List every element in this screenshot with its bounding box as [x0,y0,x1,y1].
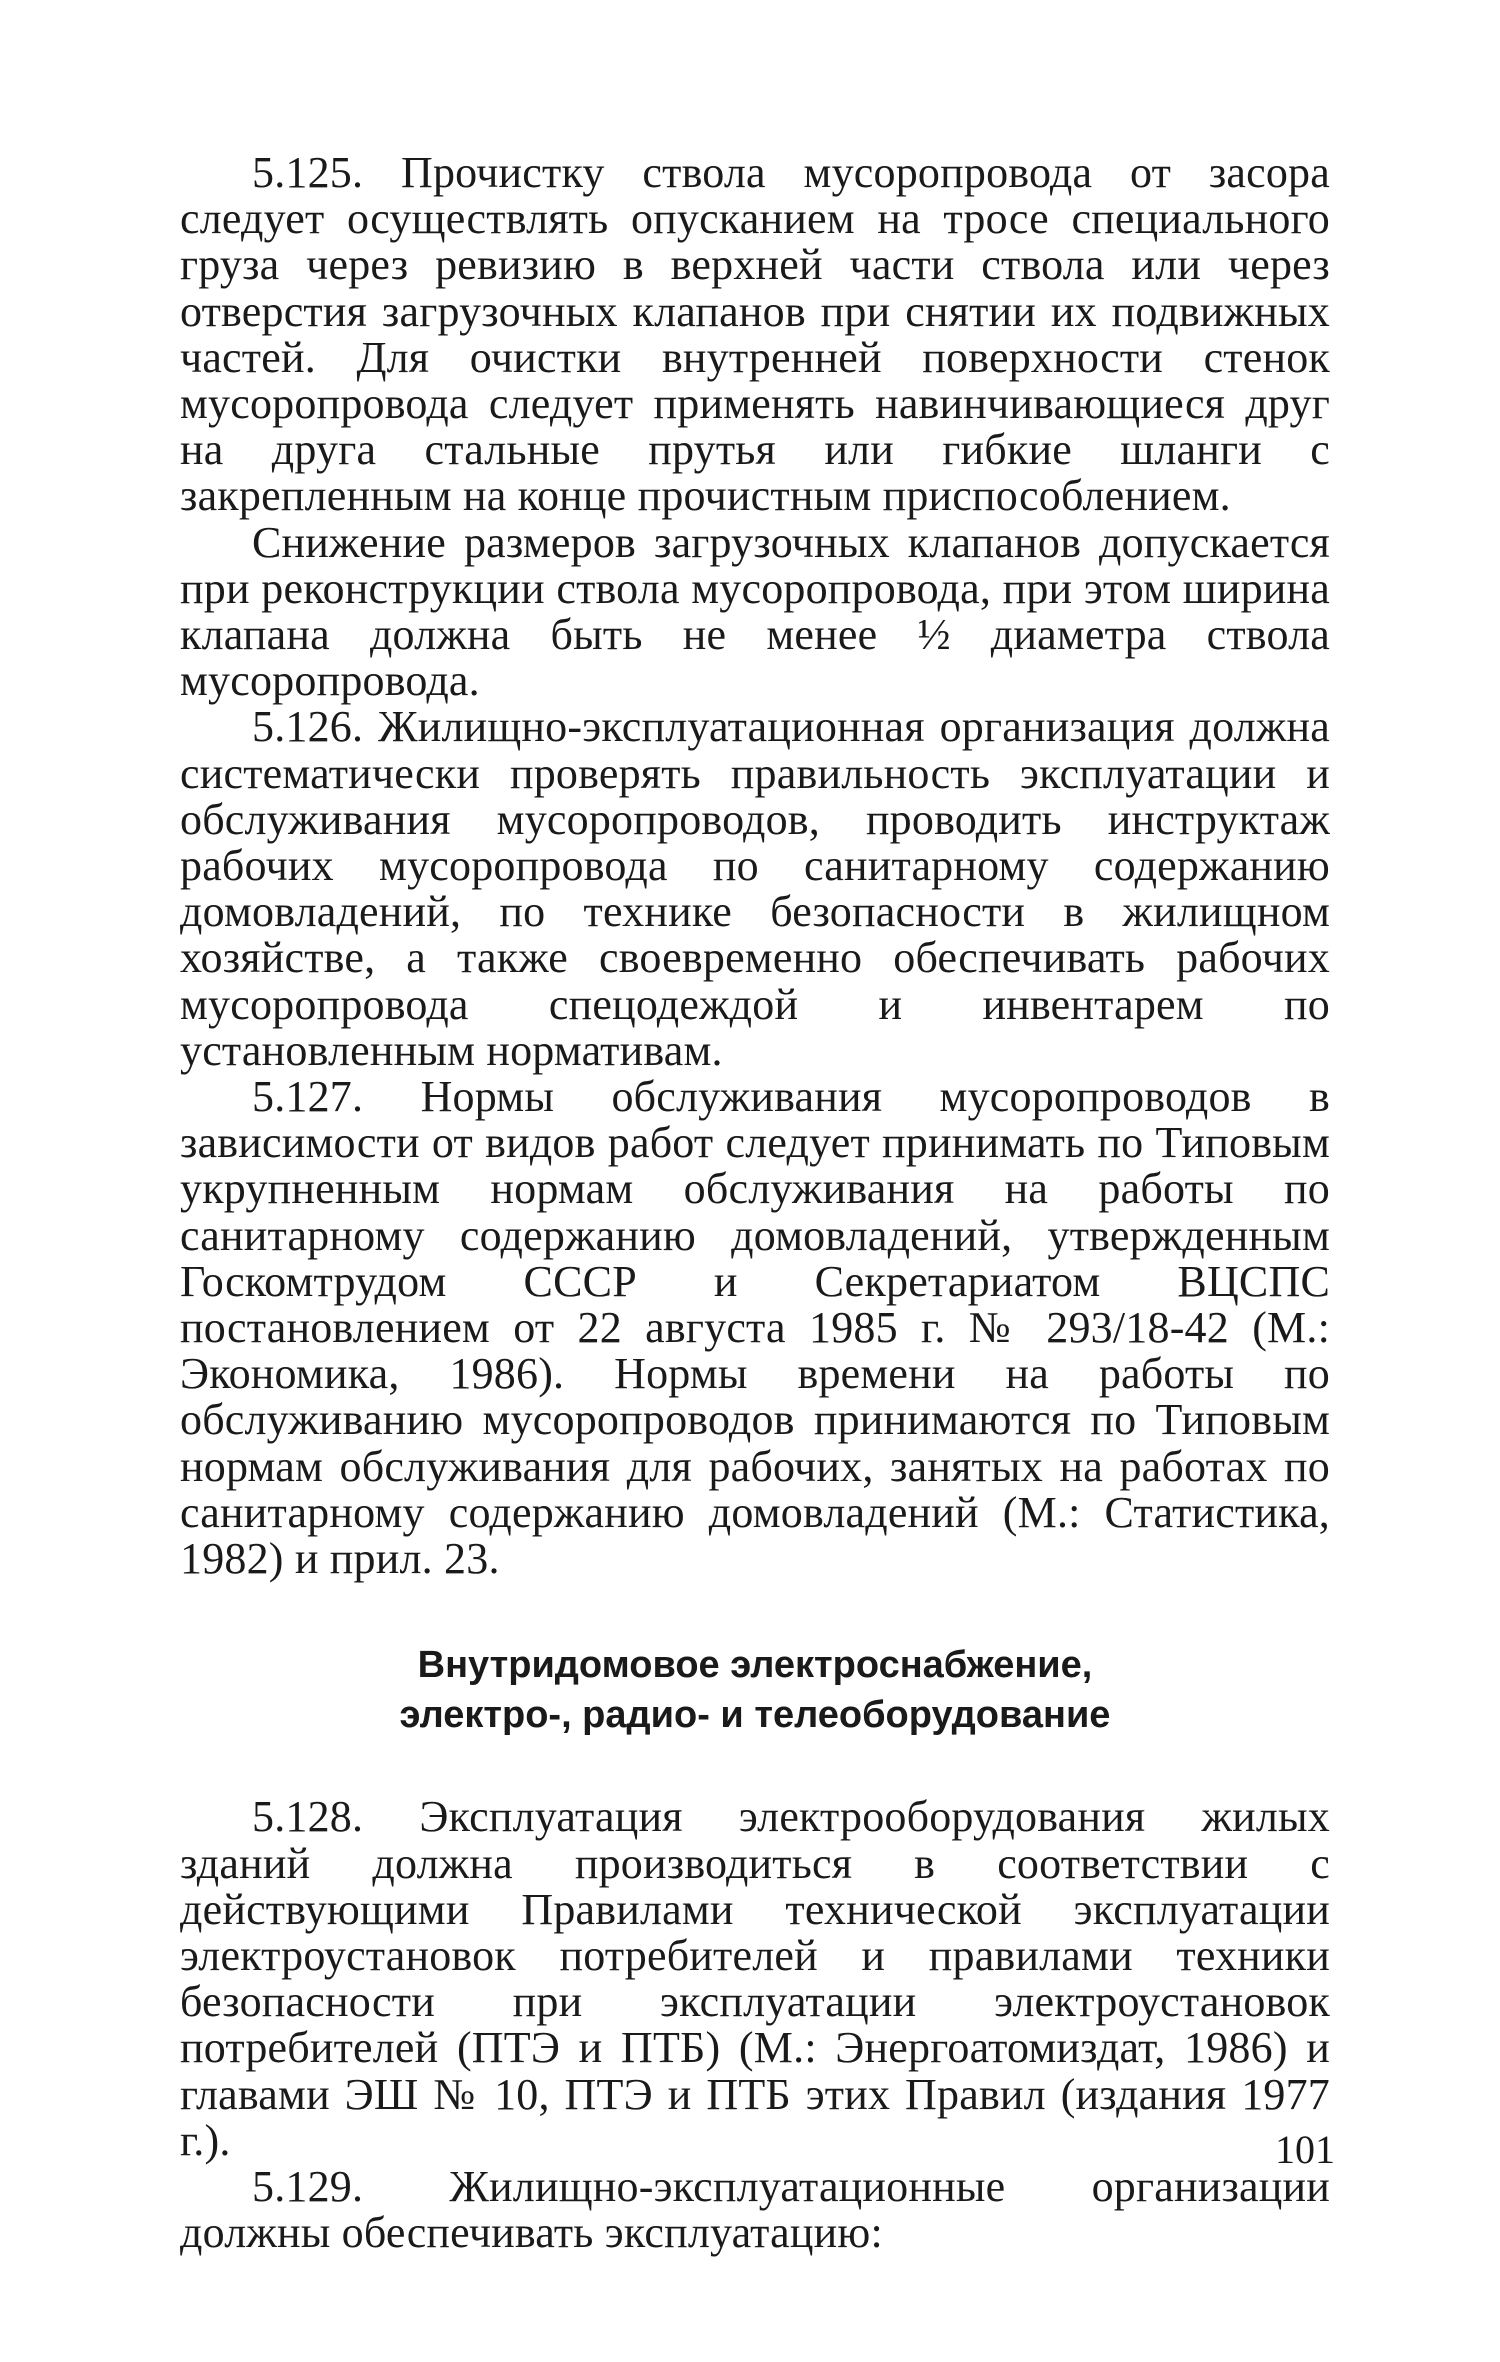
section-heading [180,1640,1330,1740]
document-page [180,150,1330,2256]
paragraph-5-125-continuation: Снижение размеров загрузочных клапанов допускается при реконструкции ствола мусоропровода, при этом ширина клапана должна быть не менее ½ диаметра ствола мусоропровода. [180,517,1330,706]
page-number: 101 [1275,2127,1335,2172]
section-heading-line-1: Внутридомовое электроснабжение, [417,1644,1093,1687]
paragraph-5-126: 5.126. Жилищно-эксплуатационная организация должна систематически проверять правильность эксплуатации и обслуживания мусоропроводов, проводить инструктаж рабочих мусоропровода по санитарному содержанию домовладений, по технике безопасности в жилищном хозяйстве, а также своевременно обеспечивать рабочих мусоропровода спецодеждой и инвентарем по установленным нормативам. [180,702,1330,1075]
paragraph-5-129: 5.129. Жилищно-эксплуатационные организации должны обеспечивать эксплуатацию: [180,2161,1330,2258]
section-heading-line-2: электро-, радио- и телеоборудование [399,1694,1111,1737]
paragraph-5-127: 5.127. Нормы обслуживания мусоропроводов в зависимости от видов работ следует принимать по Типовым укрупненным нормам обслуживания на работы по санитарному содержанию домовладений, утвержденным Госкомтрудом СССР и Секретариатом ВЦСПС постановлением от 22 августа 1985 г. № 293/18-42 (М.: Экономика, 1986). Нормы времени на работы по обслуживанию мусоропроводов принимаются по Типовым нормам обслуживания для рабочих, занятых на работах по санитарному содержанию домовладений (М.: Статистика, 1982) и прил. 23. [180,1072,1330,1584]
paragraph-5-125: 5.125. Прочистку ствола мусоропровода от засора следует осуществлять опусканием на тросе специального груза через ревизию в верхней части ствола или через отверстия загрузочных клапанов при снятии их подвижных частей. Для очистки внутренней поверхности стенок мусоропровода следует применять навинчивающиеся друг на друга стальные прутья или гибкие шланги с закрепленным на конце прочистным приспособлением. [180,148,1330,521]
paragraph-5-128: 5.128. Эксплуатация электрооборудования жилых зданий должна производиться в соответствии с действующими Правилами технической эксплуатации электроустановок потребителей и правилами техники безопасности при эксплуатации электроустановок потребителей (ПТЭ и ПТБ) (М.: Энергоатомиздат, 1986) и главами ЭШ № 10, ПТЭ и ПТБ этих Правил (издания 1977 г.). [180,1792,1330,2165]
